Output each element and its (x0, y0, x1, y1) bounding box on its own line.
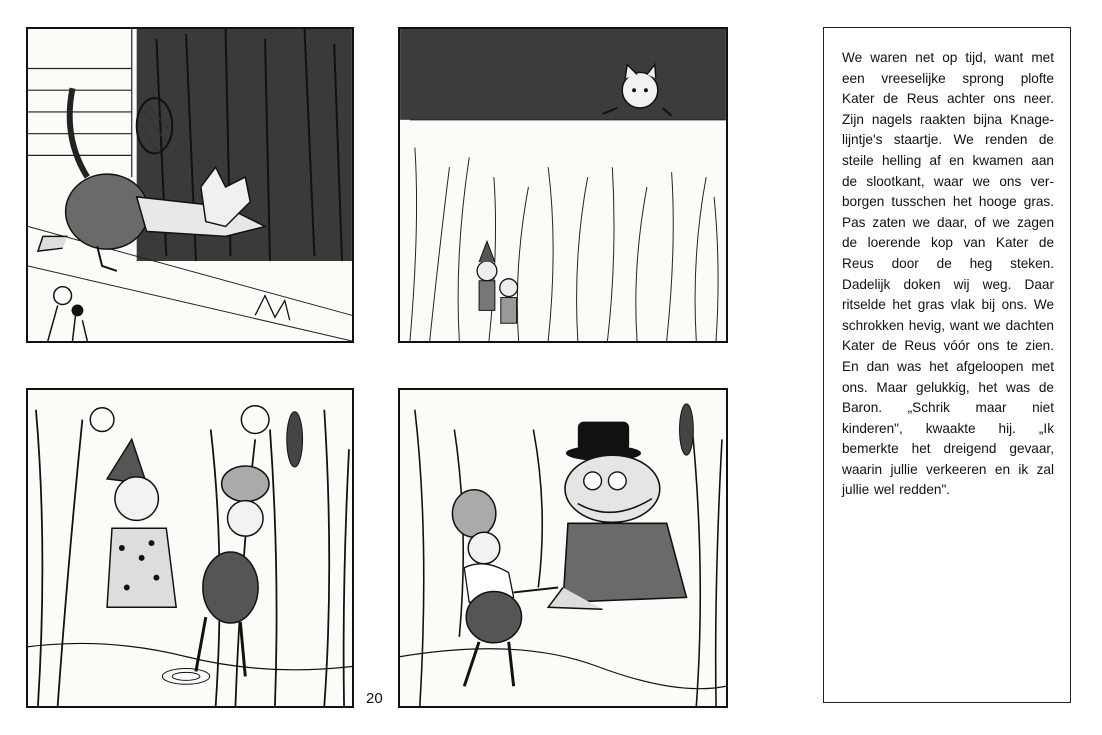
illustration-frog-baron (400, 390, 726, 706)
comic-panel-cat-leaping (26, 27, 354, 343)
story-text: We waren net op tijd, want met een vreeselijke sprong plofte Kater de Reus achter ons neer. Zijn nagels raakten bijna Knagelijntje's staartje. We renden de steile helling af en kwamen aan de slootkant, waar we ons verborgen tusschen het hooge gras. Pas zaten we daar, of we zagen de loerende kop van Kater de Reus door de heg steken. Dadelijk doken wij weg. Daar ritselde het gras vlak bij ons. We schrokken hevig, want we dachten Kater de Reus vóór ons te zien. En dan was het afgeloopen met ons. Maar gelukkig, het was de Baron. „Schrik maar niet kinderen", kwaakte hij. „Ik bemerkte het dreigend gevaar, waarin jullie verkeeren en ik zal jullie wel redden". (842, 50, 1054, 498)
comic-panel-cat-peeking (398, 27, 728, 343)
illustration-cat-leaping (28, 29, 352, 341)
illustration-children-hiding (28, 390, 352, 706)
illustration-cat-peeking (400, 29, 726, 341)
comic-panel-children-hiding (26, 388, 354, 708)
page-number: 20 (366, 690, 383, 707)
story-text-box (823, 27, 1071, 703)
comic-panel-frog-baron (398, 388, 728, 708)
